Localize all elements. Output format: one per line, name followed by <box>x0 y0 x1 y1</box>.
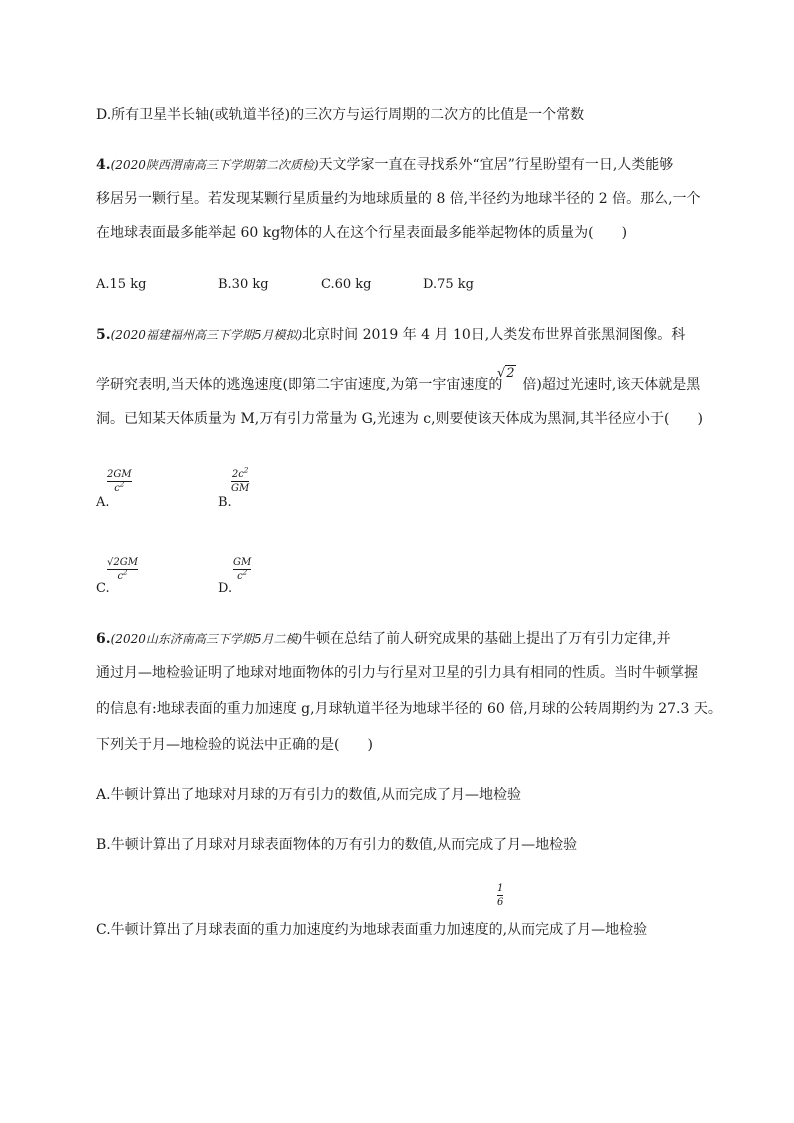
q5-option-d-formula: GM $c^2$ <box>233 557 252 582</box>
q5-option-d[interactable]: D. <box>218 581 233 596</box>
q6-line-2: 通过月—地检验证明了地球对地面物体的引力与行星对卫星的引力具有相同的性质。当时牛顿掌握 <box>96 665 698 681</box>
q4-line-1: 4.(2020陕西渭南高三下学期第二次质检)天文学家一直在寻找系外“宜居”行星盼望有一日,人类能够 <box>96 157 674 173</box>
q5-option-b-formula: $2c^2$ GM <box>231 466 250 494</box>
question-source: (2020山东济南高三下学期5月二模) <box>110 632 303 646</box>
q4-option-c[interactable]: C.60 kg <box>321 277 372 292</box>
q5-option-b[interactable]: B. <box>218 495 232 510</box>
q5-option-a-formula: 2GM $c^2$ <box>107 469 132 494</box>
q5-line-1: 5.(2020福建福州高三下学期5月模拟)北京时间 2019 年 4 月 10日,人类发布世界首张黑洞图像。科 <box>96 327 686 343</box>
question-number: 6 <box>96 631 106 647</box>
q6-option-c[interactable]: C.牛顿计算出了月球表面的重力加速度约为地球表面重力加速度的,从而完成了月—地检验 <box>96 922 648 938</box>
q6-line-1: 6.(2020山东济南高三下学期5月二模)牛顿在总结了前人研究成果的基础上提出了万有引力定律,并 <box>96 631 671 647</box>
q4-option-a[interactable]: A.15 kg <box>96 277 147 292</box>
question-source: (2020陕西渭南高三下学期第二次质检) <box>110 158 319 172</box>
q6-option-b[interactable]: B.牛顿计算出了月球对月球表面物体的万有引力的数值,从而完成了月—地检验 <box>96 837 578 853</box>
q4-option-d[interactable]: D.75 kg <box>423 277 474 292</box>
question-number: 4 <box>96 157 106 173</box>
question-number: 5 <box>96 327 106 343</box>
q4-line-3: 在地球表面最多能举起 60 kg物体的人在这个行星表面最多能举起物体的质量为( ) <box>96 225 628 241</box>
one-sixth-fraction: 1 6 <box>497 883 504 908</box>
q5-option-a[interactable]: A. <box>96 495 110 510</box>
q6-line-3: 的信息有:地球表面的重力加速度 g,月球轨道半径为地球半径的 60 倍,月球的公转周期约为 27.3 天。 <box>96 701 722 717</box>
sqrt-two: √2 <box>497 366 515 381</box>
q4-line-2: 移居另一颗行星。若发现某颗行星质量约为地球质量的 8 倍,半径约为地球半径的 2 倍。那么,一个 <box>96 191 701 207</box>
q4-text: 天文学家一直在寻找系外“宜居”行星盼望有一日,人类能够 <box>318 157 674 173</box>
q4-option-b[interactable]: B.30 kg <box>218 277 269 292</box>
q6-option-a[interactable]: A.牛顿计算出了地球对月球的万有引力的数值,从而完成了月—地检验 <box>96 787 522 803</box>
question-source: (2020福建福州高三下学期5月模拟) <box>110 328 303 342</box>
q5-line-2: 学研究表明,当天体的逃逸速度(即第二宇宙速度,为第一宇宙速度的 倍)超过光速时,该天体就是黑 <box>96 377 701 393</box>
q6-text: 牛顿在总结了前人研究成果的基础上提出了万有引力定律,并 <box>302 631 671 647</box>
q5-text: 北京时间 2019 年 4 月 10日,人类发布世界首张黑洞图像。科 <box>302 327 686 343</box>
q5-option-c-formula: √2GM $c^2$ <box>107 557 138 582</box>
q3-option-d: D.所有卫星半长轴(或轨道半径)的三次方与运行周期的二次方的比值是一个常数 <box>96 107 585 123</box>
q5-option-c[interactable]: C. <box>96 581 110 596</box>
q5-line-3: 洞。已知某天体质量为 M,万有引力常量为 G,光速为 c,则要使该天体成为黑洞,其半径应小于( ) <box>96 411 703 427</box>
q6-line-4: 下列关于月—地检验的说法中正确的是( ) <box>96 737 373 753</box>
